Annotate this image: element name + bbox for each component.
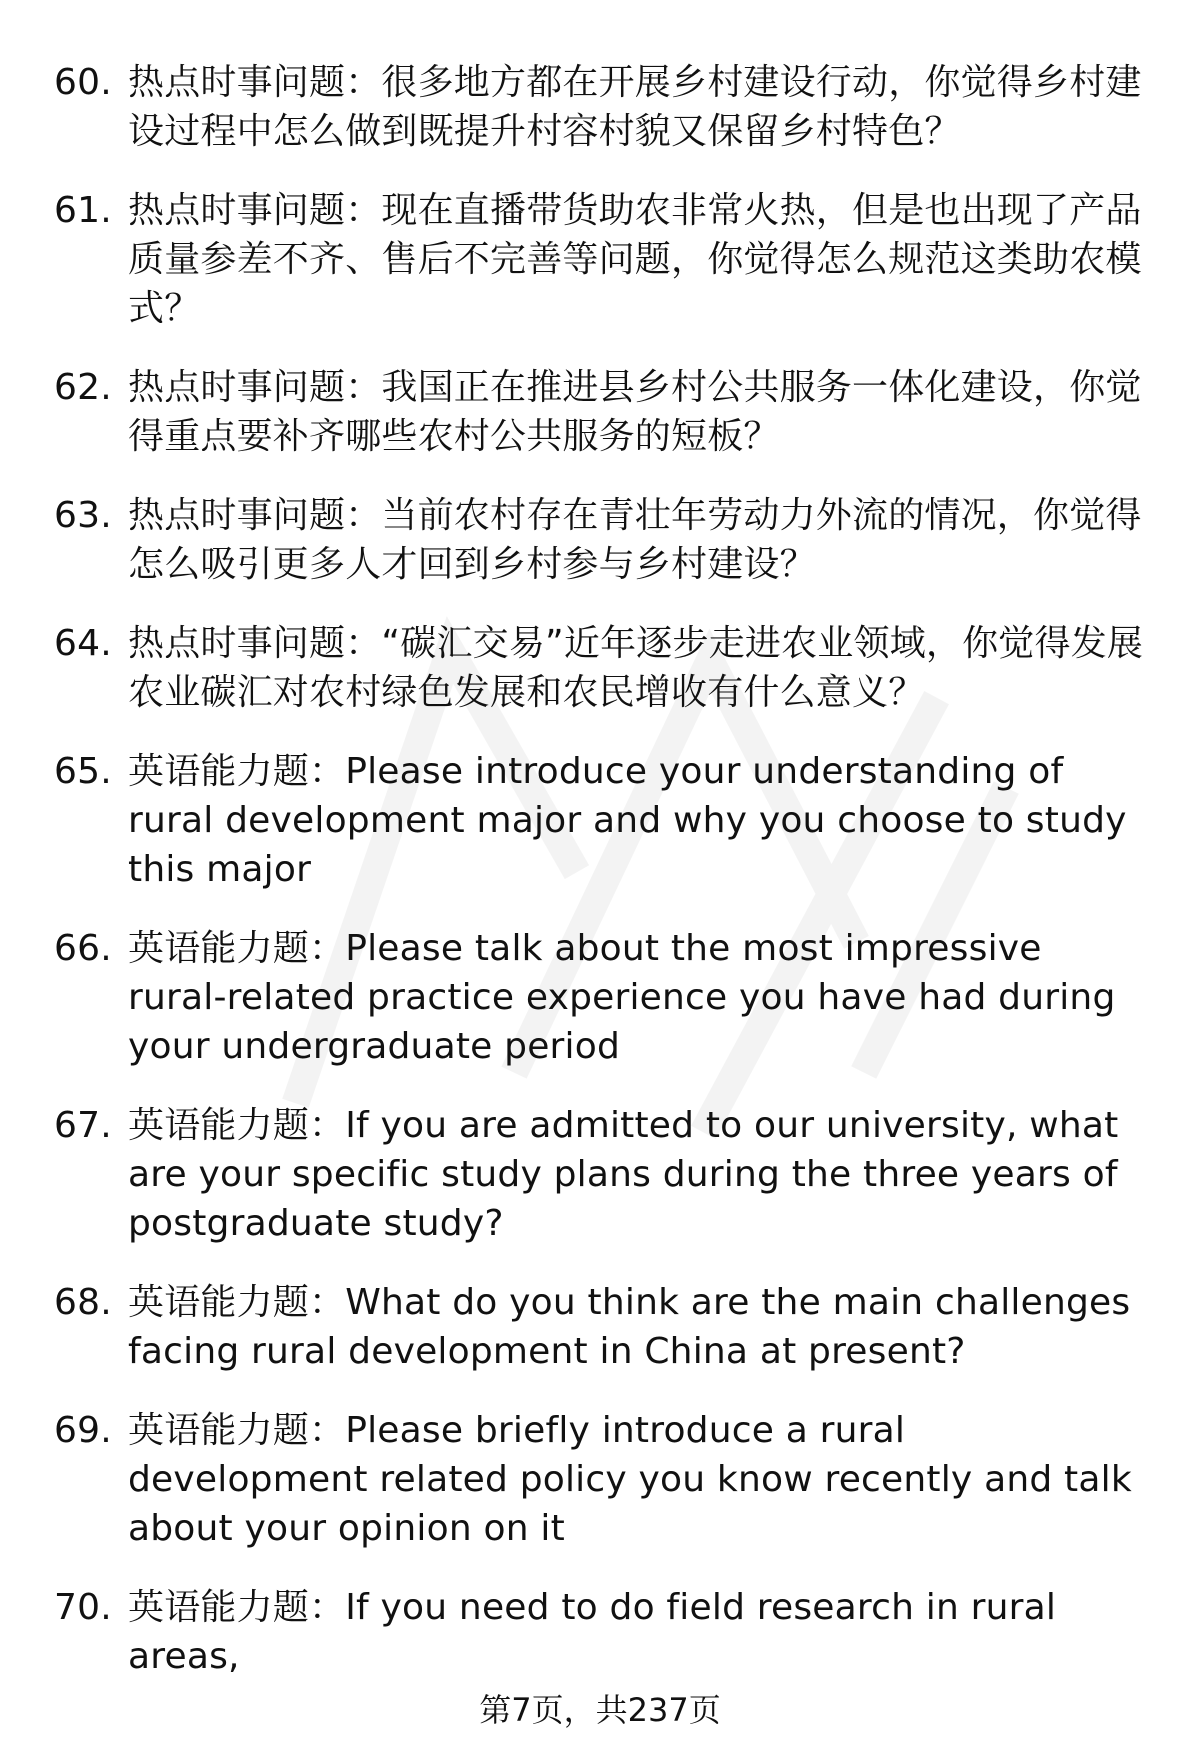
question-item-62 — [54, 363, 1149, 461]
question-item-70 — [54, 1583, 1149, 1681]
question-text: 英语能力题：Please talk about the most impressive rural-related practice experience you have had during your undergraduate period — [128, 928, 1116, 1067]
question-item-66 — [54, 924, 1149, 1071]
question-item-67 — [54, 1101, 1149, 1248]
question-number: 65. — [54, 751, 112, 792]
question-text: 热点时事问题：当前农村存在青壮年劳动力外流的情况，你觉得怎么吸引更多人才回到乡村参与乡村建设？ — [128, 495, 1142, 585]
question-list — [54, 58, 1149, 1711]
question-number: 61. — [54, 190, 112, 231]
question-number: 66. — [54, 928, 112, 969]
page-number-footer: 第7页，共237页 — [479, 1691, 721, 1729]
question-item-68 — [54, 1278, 1149, 1376]
question-number: 63. — [54, 495, 112, 536]
question-text: 热点时事问题：“碳汇交易”近年逐步走进农业领域，你觉得发展农业碳汇对农村绿色发展和农民增收有什么意义？ — [128, 623, 1144, 713]
question-text: 英语能力题：Please introduce your understanding of rural development major and why you choose to study this major — [128, 751, 1127, 890]
question-text: 英语能力题：Please briefly introduce a rural development related policy you know recently and talk about your opinion on it — [128, 1410, 1132, 1549]
question-number: 70. — [54, 1587, 112, 1628]
question-item-64 — [54, 619, 1149, 717]
question-text: 热点时事问题：现在直播带货助农非常火热，但是也出现了产品质量参差不齐、售后不完善等问题，你觉得怎么规范这类助农模式？ — [128, 190, 1142, 329]
question-number: 60. — [54, 62, 112, 103]
question-text: 英语能力题：If you need to do field research in rural areas, — [128, 1587, 1057, 1677]
question-item-61 — [54, 186, 1149, 333]
question-text: 英语能力题：If you are admitted to our university, what are your specific study plans during the three years of postgraduate study? — [128, 1105, 1119, 1244]
question-item-63 — [54, 491, 1149, 589]
question-text: 英语能力题：What do you think are the main challenges facing rural development in China at present? — [128, 1282, 1131, 1372]
question-number: 68. — [54, 1282, 112, 1323]
question-number: 67. — [54, 1105, 112, 1146]
question-item-65 — [54, 747, 1149, 894]
question-text: 热点时事问题：很多地方都在开展乡村建设行动，你觉得乡村建设过程中怎么做到既提升村容村貌又保留乡村特色？ — [128, 62, 1142, 152]
question-number: 62. — [54, 367, 112, 408]
question-number: 69. — [54, 1410, 112, 1451]
question-text: 热点时事问题：我国正在推进县乡村公共服务一体化建设，你觉得重点要补齐哪些农村公共服务的短板？ — [128, 367, 1142, 457]
question-number: 64. — [54, 623, 112, 664]
question-item-69 — [54, 1406, 1149, 1553]
question-item-60 — [54, 58, 1149, 156]
